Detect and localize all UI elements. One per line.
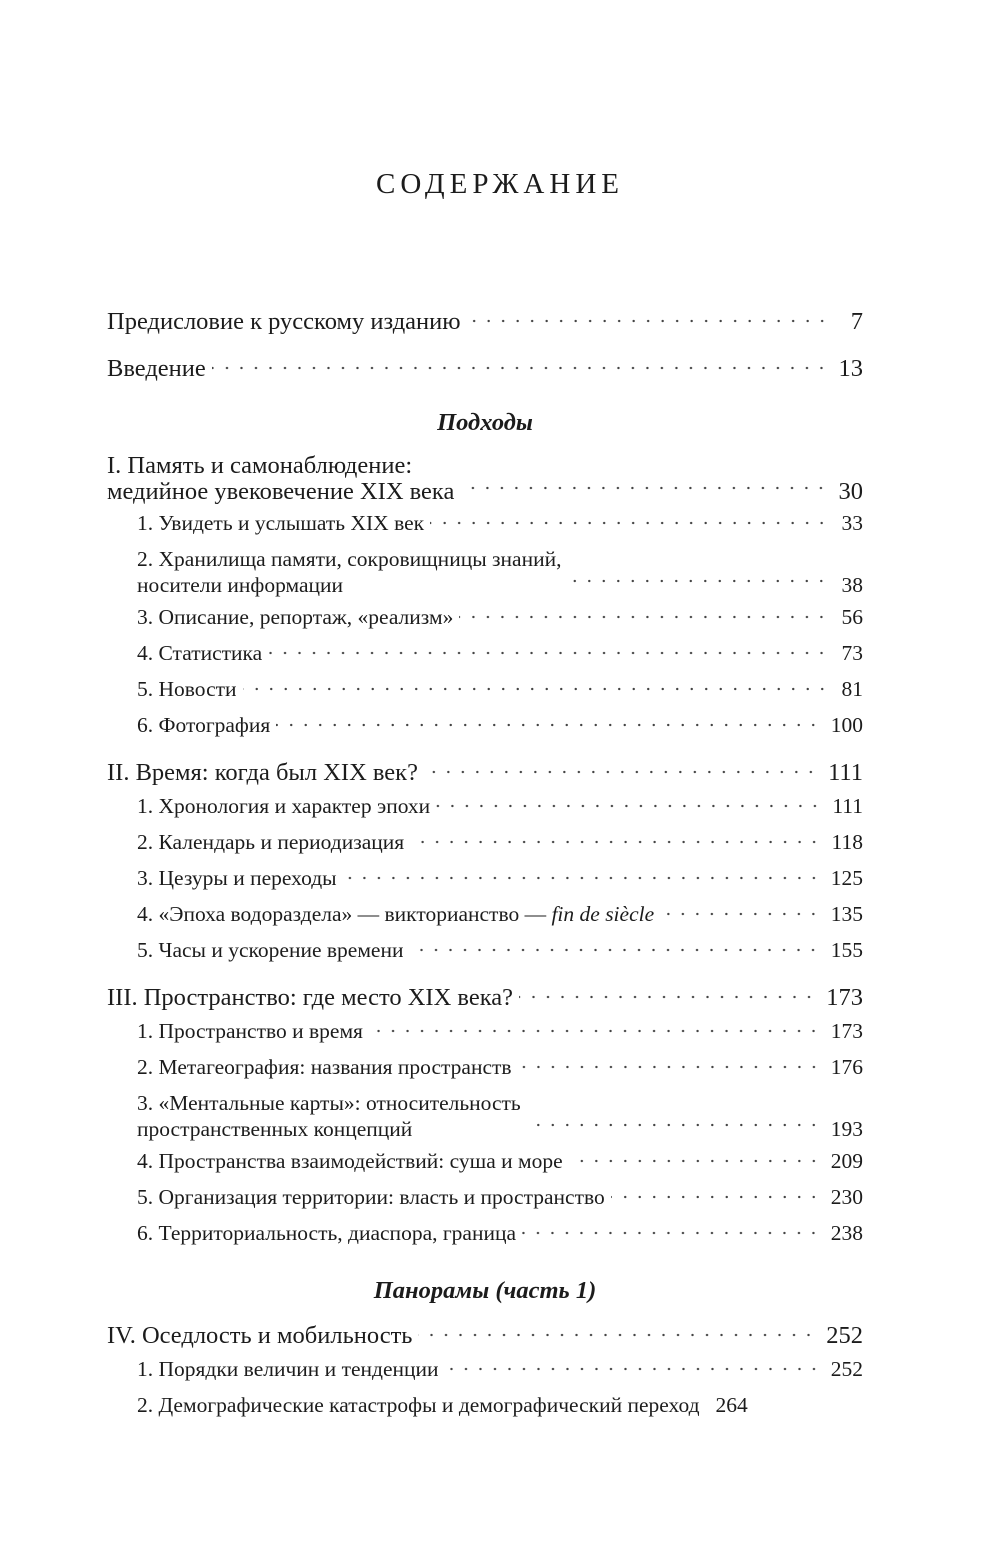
dot-leader	[409, 940, 820, 960]
toc-entry-label: 6. Фотография	[137, 713, 271, 737]
toc-entry-label: 5. Часы и ускорение времени	[137, 938, 404, 962]
toc-entry-label-text: 4. «Эпоха водораздела» — викторианство —	[137, 902, 547, 926]
dot-leader	[518, 1057, 821, 1077]
dot-leader	[569, 1151, 821, 1171]
toc-page-number: 252	[830, 1357, 863, 1381]
dot-leader	[276, 715, 820, 735]
toc-item[interactable]	[107, 1051, 863, 1084]
toc-page-number: 33	[841, 511, 863, 535]
toc-chapter-1[interactable]	[107, 453, 863, 505]
table-of-contents	[107, 305, 863, 1422]
dot-leader	[436, 796, 822, 816]
toc-item[interactable]	[107, 1145, 863, 1178]
toc-page-number: 238	[830, 1221, 863, 1245]
toc-entry-label: 2. Метагеография: названия пространств	[137, 1055, 512, 1079]
toc-entry-label: 5. Новости	[137, 677, 237, 701]
toc-page-number: 125	[830, 866, 863, 890]
dot-leader	[445, 1359, 821, 1379]
toc-page-number: 155	[830, 938, 863, 962]
toc-page-number: 30	[838, 478, 863, 505]
dot-leader	[268, 643, 829, 663]
toc-entry-label: 3. Описание, репортаж, «реализм»	[137, 605, 454, 629]
dot-leader	[430, 513, 829, 533]
toc-page-number: 264	[715, 1393, 748, 1417]
toc-item[interactable]	[107, 1015, 863, 1048]
dot-leader	[243, 679, 829, 699]
toc-entry-label	[137, 1090, 521, 1142]
toc-chapter-3[interactable]	[107, 981, 863, 1014]
toc-item[interactable]	[107, 862, 863, 895]
dot-leader	[418, 1325, 816, 1345]
toc-item[interactable]	[107, 601, 863, 634]
toc-entry-label	[107, 453, 454, 505]
toc-item[interactable]	[107, 507, 863, 540]
toc-item[interactable]	[107, 1389, 863, 1422]
section-heading-approaches: Подходы	[437, 409, 533, 436]
toc-item[interactable]	[107, 1353, 863, 1386]
toc-item[interactable]	[107, 790, 863, 823]
dot-leader	[459, 607, 829, 627]
dot-leader	[424, 762, 818, 782]
toc-page-number: 173	[830, 1019, 863, 1043]
toc-page-number: 7	[850, 308, 863, 335]
toc-entry-label: 1. Порядки величин и тенденции	[137, 1357, 439, 1381]
toc-entry-label: IV. Оседлость и мобильность	[107, 1322, 413, 1349]
toc-entry-label	[137, 898, 654, 931]
toc-item[interactable]	[107, 546, 863, 598]
dot-leader	[343, 868, 821, 888]
toc-entry-label-italic: fin de siècle	[551, 902, 655, 926]
dot-leader	[527, 1115, 821, 1135]
toc-entry-label-line1: 2. Хранилища памяти, сокровищницы знаний,	[137, 547, 562, 571]
toc-entry-label	[137, 546, 561, 598]
toc-item[interactable]	[107, 1217, 863, 1250]
dot-leader	[522, 1223, 821, 1243]
toc-item[interactable]	[107, 826, 863, 859]
toc-page-number: 111	[828, 759, 863, 786]
toc-item[interactable]	[107, 709, 863, 742]
dot-leader	[212, 358, 829, 378]
toc-entry-label: 4. Пространства взаимодействий: суша и море	[137, 1149, 563, 1173]
toc-entry-label-line1: I. Память и самонаблюдение:	[107, 452, 413, 479]
toc-page-number: 173	[826, 984, 863, 1011]
toc-page-number: 73	[841, 641, 863, 665]
toc-entry-label: Введение	[107, 355, 206, 382]
toc-page-number: 38	[841, 573, 863, 597]
toc-page-number: 118	[831, 830, 863, 854]
dot-leader	[567, 571, 829, 591]
toc-page-number: 230	[830, 1185, 863, 1209]
dot-leader	[660, 904, 821, 924]
toc-page-number: 111	[832, 794, 863, 818]
toc-page-number: 252	[826, 1322, 863, 1349]
toc-entry-label-line2: носители информации	[137, 573, 344, 597]
toc-entry-label: 3. Цезуры и переходы	[137, 866, 337, 890]
toc-item[interactable]	[107, 898, 863, 931]
toc-item[interactable]	[107, 1090, 863, 1142]
toc-entry-label: 1. Увидеть и услышать XIX век	[137, 511, 425, 535]
toc-entry-label-line2: медийное увековечение XIX века	[107, 478, 455, 505]
toc-item[interactable]	[107, 934, 863, 967]
toc-entry-label: Предисловие к русскому изданию	[107, 308, 461, 335]
page-title: СОДЕРЖАНИЕ	[376, 168, 624, 200]
toc-entry-label: 6. Территориальность, диаспора, граница	[137, 1221, 517, 1245]
toc-item[interactable]	[107, 673, 863, 706]
toc-entry-label: II. Время: когда был XIX век?	[107, 759, 418, 786]
toc-entry-label: 1. Хронология и характер эпохи	[137, 794, 431, 818]
section-heading-panoramas: Панорамы (часть 1)	[373, 1277, 597, 1304]
toc-entry-label: 2. Демографические катастрофы и демографический переход	[137, 1393, 700, 1417]
toc-entry-label: III. Пространство: где место XIX века?	[107, 984, 513, 1011]
toc-page-number: 56	[841, 605, 863, 629]
dot-leader	[611, 1187, 821, 1207]
toc-chapter-4[interactable]	[107, 1319, 863, 1352]
dot-leader	[519, 987, 816, 1007]
toc-chapter-2[interactable]	[107, 756, 863, 789]
dot-leader	[410, 832, 821, 852]
toc-page-number: 13	[838, 355, 863, 382]
toc-page-number: 135	[830, 902, 863, 926]
toc-entry-label: 4. Статистика	[137, 641, 263, 665]
toc-page-number: 176	[830, 1055, 863, 1079]
toc-entry-label-line1: 3. «Ментальные карты»: относительность	[137, 1091, 521, 1115]
toc-entry-label: 1. Пространство и время	[137, 1019, 363, 1043]
toc-page-number: 209	[830, 1149, 863, 1173]
toc-page-number: 100	[830, 713, 863, 737]
toc-page-number: 81	[841, 677, 863, 701]
toc-entry-label: 5. Организация территории: власть и пространство	[137, 1185, 605, 1209]
toc-entry-intro[interactable]	[107, 352, 863, 385]
toc-item[interactable]	[107, 1181, 863, 1214]
dot-leader	[467, 311, 829, 331]
toc-entry-preface[interactable]	[107, 305, 863, 338]
toc-entry-label-line2: пространственных концепций	[137, 1117, 413, 1141]
toc-item[interactable]	[107, 637, 863, 670]
toc-page-number: 193	[830, 1117, 863, 1141]
toc-entry-label: 2. Календарь и периодизация	[137, 830, 405, 854]
dot-leader	[369, 1021, 821, 1041]
dot-leader	[460, 478, 828, 498]
